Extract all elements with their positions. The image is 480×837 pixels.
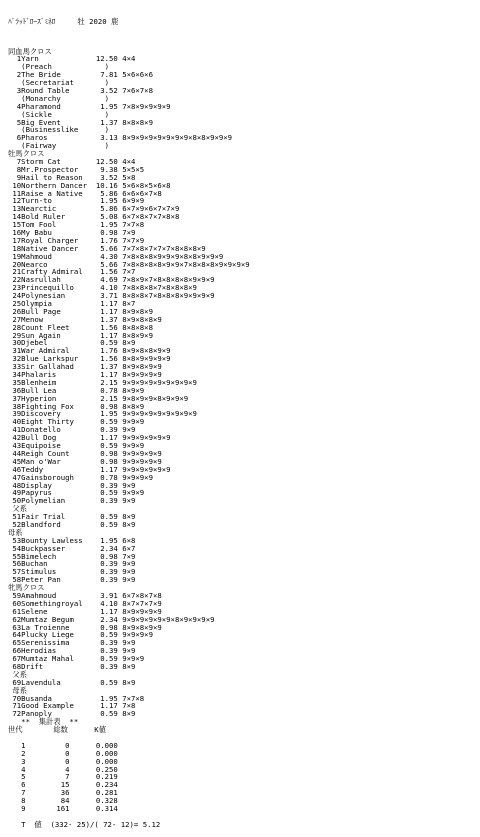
report-line: 54Buckpasser 2.34 6×7 — [8, 543, 136, 553]
report-line: (Fairway ) — [8, 141, 110, 151]
report-line: 7 36 0.281 — [8, 788, 118, 798]
report-line: 23Princequillo 4.10 7×8×8×8×7×8×8×8×9 — [8, 283, 197, 293]
report-line: 32Blue Larkspur 1.56 8×8×9×9×9×9 — [8, 354, 171, 364]
report-line: 父系 — [8, 504, 27, 514]
report-line: 牝馬クロス — [8, 583, 45, 593]
report-line: 56Buchan 0.39 9×9 — [8, 559, 136, 569]
report-line: 2The Bride 7.81 5×6×6×6 — [8, 70, 153, 80]
report-line: 6 15 0.234 — [8, 780, 118, 790]
report-line: 39Discovery 1.95 9×9×9×9×9×9×9×9×9 — [8, 409, 197, 419]
pedigree-report — [8, 2, 250, 837]
report-line: 46Teddy 1.17 9×9×9×9×9×9 — [8, 464, 171, 474]
horse-title: ﾊﾟﾗｯﾄﾞﾛｰｽﾞﾐﾈﾛ 牡 2020 鹿 — [8, 16, 119, 26]
report-line: 65Serenissima 0.39 9×9 — [8, 638, 136, 648]
report-line: 67Mumtaz Mahal 0.59 9×9×9 — [8, 654, 145, 664]
report-line: 36Bull Lea 0.78 8×9×9 — [8, 385, 145, 395]
report-line: 25Olympia 1.17 8×7 — [8, 299, 136, 309]
report-line: (Preach ) — [8, 62, 110, 72]
report-line: 9Hail to Reason 3.52 5×8 — [8, 172, 136, 182]
report-line: 31War Admiral 1.76 8×9×8×8×9×9 — [8, 346, 171, 356]
report-line: (Monarchy ) — [8, 93, 110, 103]
report-line: 41Donatello 0.39 9×9 — [8, 425, 136, 435]
report-line: 48Display 0.39 9×9 — [8, 480, 136, 490]
report-line: 19Mahmoud 4.30 7×8×8×8×9×9×9×8×8×9×9×9 — [8, 251, 224, 261]
report-line: 68Drift 0.39 8×9 — [8, 661, 136, 671]
report-line: 8 84 0.328 — [8, 796, 118, 806]
report-line — [8, 734, 250, 742]
report-line: 2 0 0.000 — [8, 748, 118, 758]
report-line: 1Yarn 12.50 4×4 — [8, 54, 136, 64]
report-line: T 値 (332- 25)/( 72- 12)= 5.12 — [8, 819, 161, 829]
report-body — [8, 48, 250, 829]
report-line: 35Blenheim 2.15 9×9×9×9×9×9×9×9×9 — [8, 377, 197, 387]
report-line: 34Phalaris 1.17 8×9×9×9×9 — [8, 370, 162, 380]
report-line: 53Bounty Lawless 1.95 6×8 — [8, 535, 136, 545]
report-line: 62Mumtaz Begum 2.34 9×9×9×9×9×9×8×9×9×9×9 — [8, 614, 215, 624]
report-line — [8, 813, 250, 821]
report-line: 47Gainsborough 0.78 9×9×9×9 — [8, 472, 153, 482]
report-line: (Secretariat ) — [8, 78, 110, 88]
report-line: 6Pharos 3.13 8×9×9×9×9×9×9×9×8×8×9×9×9 — [8, 133, 233, 143]
report-line: 17Royal Charger 1.76 7×7×9 — [8, 235, 145, 245]
report-line: 9 161 0.314 — [8, 804, 118, 814]
report-line: 33Sir Gallahad 1.37 8×9×8×9×9 — [8, 362, 162, 372]
report-line: 61Selene 1.17 8×9×9×9×9 — [8, 606, 162, 616]
report-line: 4 4 0.250 — [8, 764, 118, 774]
report-line: 55Bimelech 0.98 7×9 — [8, 551, 136, 561]
report-line: (Businesslike ) — [8, 125, 110, 135]
report-line: ** 集計表 ** — [8, 717, 79, 727]
report-line: 16My Babu 0.98 7×9 — [8, 228, 136, 237]
report-line: 69Lavendula 0.59 8×9 — [8, 677, 136, 687]
report-line: 7Storm Cat 12.50 4×4 — [8, 156, 136, 166]
report-line: 64Plucky Liege 0.59 9×9×9×9 — [8, 630, 153, 640]
report-line: 11Raise a Native 5.86 6×6×6×7×8 — [8, 188, 162, 198]
report-line: 13Nearctic 5.86 6×7×9×6×7×7×9 — [8, 204, 180, 214]
report-line: 5Big Event 1.37 8×8×8×9 — [8, 117, 153, 127]
report-line: 1 0 0.000 — [8, 740, 118, 750]
report-line: 57Stimulus 0.39 9×9 — [8, 567, 136, 577]
report-line: 22Nasrullah 4.69 7×8×9×7×8×8×8×8×9×9×9 — [8, 275, 215, 285]
report-line: 66Herodias 0.39 9×9 — [8, 646, 136, 656]
report-line: 59Amahmoud 3.91 6×7×8×7×8 — [8, 590, 162, 600]
report-line: 8Mr.Prospector 9.38 5×5×5 — [8, 164, 145, 174]
report-line: 38Fighting Fox 0.98 8×8×9 — [8, 401, 145, 411]
report-line: 71Good Example 1.17 7×8 — [8, 701, 136, 711]
report-line: 49Papyrus 0.59 9×9×9 — [8, 488, 145, 498]
report-line: 60Somethingroyal 4.10 8×7×7×7×9 — [8, 598, 162, 608]
report-line: 26Bull Page 1.17 8×9×8×9 — [8, 306, 153, 316]
report-line: 15Tom Fool 1.95 7×7×8 — [8, 220, 145, 230]
report-line: 45Man o'War 0.98 9×9×9×9×9 — [8, 456, 162, 466]
report-line: 12Turn-to 1.95 6×9×9 — [8, 196, 145, 206]
report-line: 51Fair Trial 0.59 8×9 — [8, 512, 136, 522]
report-line: 3 0 0.000 — [8, 756, 118, 766]
report-line: 27Menow 1.37 8×9×8×8×9 — [8, 314, 162, 324]
report-line: 母系 — [8, 527, 23, 537]
report-line: 同血馬クロス — [8, 46, 52, 56]
report-line: 43Equipoise 0.59 9×9×9 — [8, 441, 145, 451]
report-line: 37Hyperion 2.15 9×8×9×9×8×9×9×9 — [8, 393, 189, 403]
report-line: 44Reigh Count 0.98 9×9×9×9×9 — [8, 448, 162, 458]
report-line: 5 7 0.219 — [8, 772, 118, 782]
report-line: 30Djebel 0.59 8×9 — [8, 338, 136, 348]
report-line: 52Blandford 0.59 8×9 — [8, 519, 136, 529]
report-line: 58Peter Pan 0.39 9×9 — [8, 575, 136, 585]
report-line: (Sickle ) — [8, 109, 110, 119]
report-line: 母系 — [8, 685, 27, 695]
report-line: 70Busanda 1.95 7×7×8 — [8, 693, 145, 703]
report-line: 63La Troienne 0.98 8×9×8×9×9 — [8, 622, 162, 632]
report-line: 72Panoply 0.59 8×9 — [8, 709, 136, 719]
report-line: 20Nearco 5.66 7×8×8×8×8×9×9×7×8×8×8×9×9×9×9 — [8, 259, 250, 269]
report-line: 14Bold Ruler 5.08 6×7×8×7×7×8×8 — [8, 212, 180, 222]
report-line: 28Count Fleet 1.56 8×8×8×8 — [8, 322, 153, 332]
report-line: 40Eight Thirty 0.59 9×9×9 — [8, 417, 145, 427]
report-line: 4Pharamond 1.95 7×8×9×9×9×9 — [8, 101, 171, 111]
report-line: 24Polynesian 3.71 8×8×8×7×8×8×8×9×9×9×9 — [8, 291, 215, 301]
report-line: 3Round Table 3.52 7×6×7×8 — [8, 85, 153, 95]
report-line: 29Sun Again 1.17 8×8×9×9 — [8, 330, 153, 340]
report-line: 父系 — [8, 669, 27, 679]
report-line: 世代 総数 K値 — [8, 725, 106, 735]
report-line: 50Polymelian 0.39 9×9 — [8, 496, 136, 506]
report-line: 21Crafty Admiral 1.56 7×7 — [8, 267, 136, 277]
report-line: 牡馬クロス — [8, 149, 45, 159]
report-line: 18Native Dancer 5.66 7×7×8×7×7×7×8×8×8×9 — [8, 243, 206, 253]
report-line: 42Bull Dog 1.17 9×9×9×9×9×9 — [8, 433, 171, 443]
report-line: 10Northern Dancer 10.16 5×6×8×5×6×8 — [8, 180, 171, 190]
